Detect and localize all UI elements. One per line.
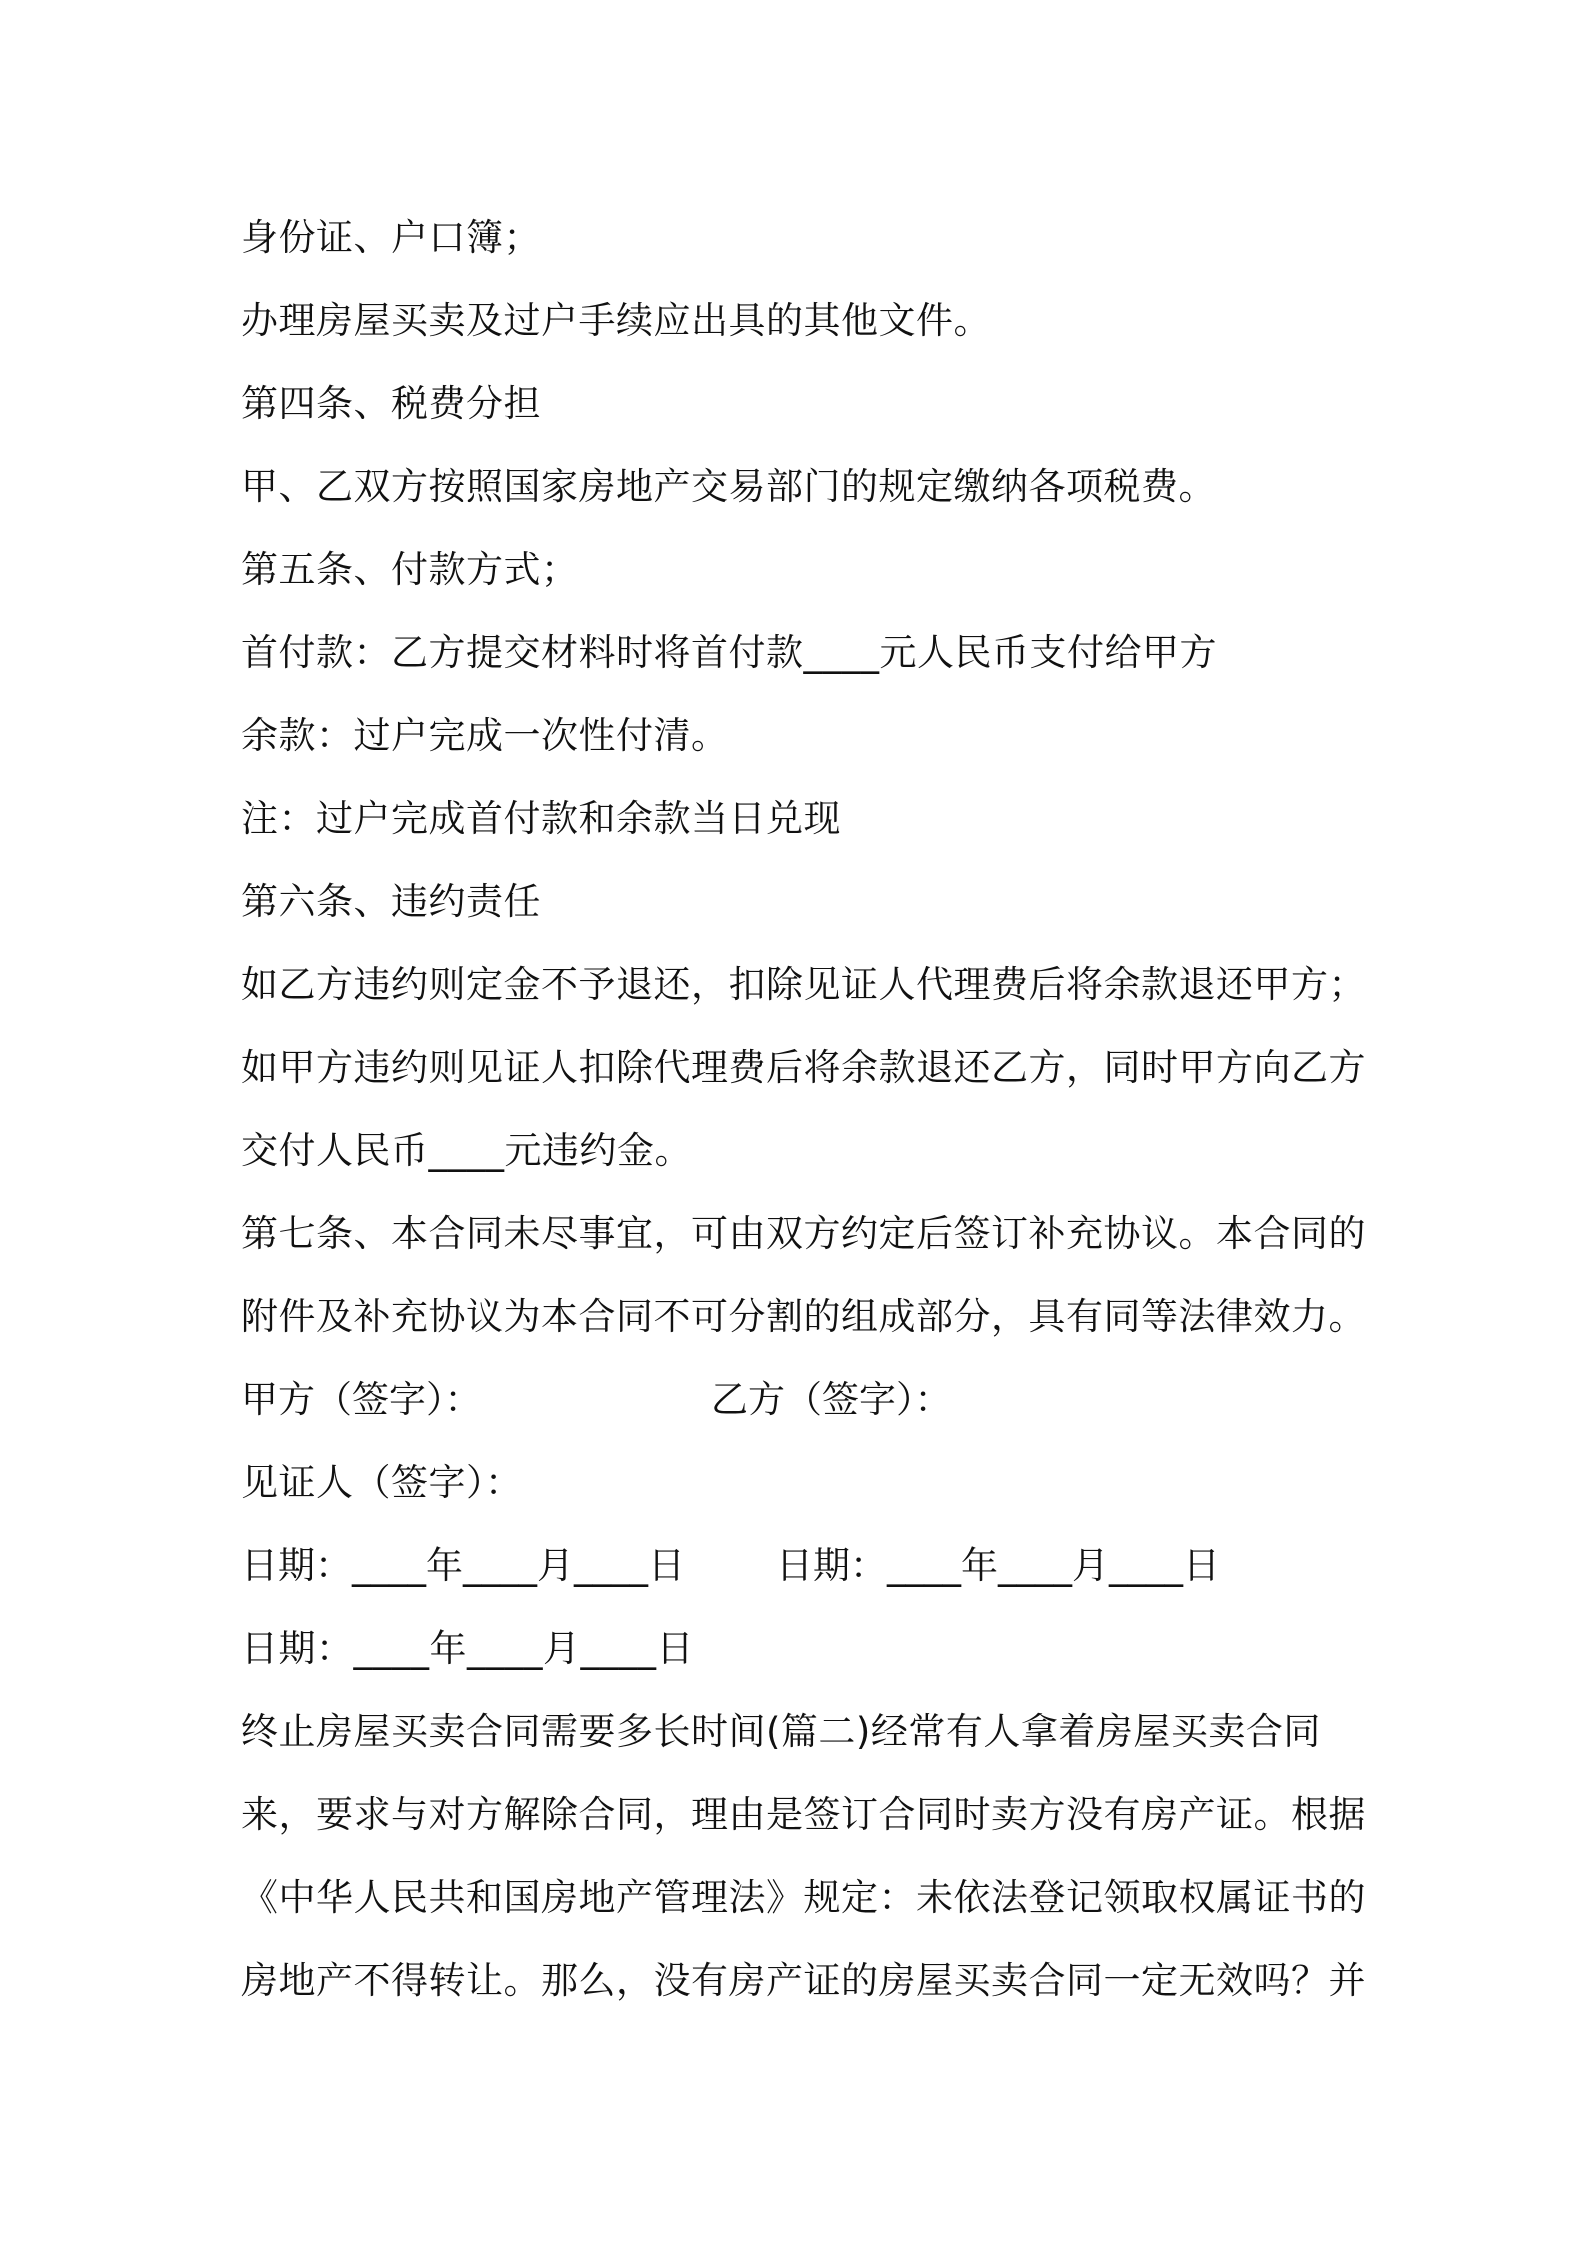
document-line: 办理房屋买卖及过户手续应出具的其他文件。 xyxy=(241,299,991,342)
document-line: 来，要求与对方解除合同，理由是签订合同时卖方没有房产证。根据 xyxy=(241,1793,1366,1836)
party-a-signature-label: 甲方（签字）： xyxy=(241,1378,482,1421)
document-line: 交付人民币____元违约金。 xyxy=(241,1129,692,1172)
date-field: 日期：____年____月____日 xyxy=(776,1544,1220,1587)
document-line: 如甲方违约则见证人扣除代理费后将余款退还乙方，同时甲方向乙方 xyxy=(241,1046,1366,1089)
document-line: 如乙方违约则定金不予退还，扣除见证人代理费后将余款退还甲方； xyxy=(241,963,1366,1006)
document-line: 首付款：乙方提交材料时将首付款____元人民币支付给甲方 xyxy=(241,631,1217,674)
party-b-signature-label: 乙方（签字）： xyxy=(711,1378,952,1421)
witness-signature-label: 见证人（签字）： xyxy=(241,1461,523,1504)
document-line: 房地产不得转让。那么，没有房产证的房屋买卖合同一定无效吗？并 xyxy=(241,1959,1366,2002)
document-line: 第七条、本合同未尽事宜，可由双方约定后签订补充协议。本合同的 xyxy=(241,1212,1366,1255)
signature-row xyxy=(241,1358,1361,1441)
date-field: 日期：____年____月____日 xyxy=(241,1544,685,1587)
document-line: 余款：过户完成一次性付清。 xyxy=(241,714,729,757)
date-field: 日期：____年____月____日 xyxy=(241,1627,694,1670)
document-line: 终止房屋买卖合同需要多长时间(篇二)经常有人拿着房屋买卖合同 xyxy=(241,1710,1321,1753)
document-body xyxy=(241,196,1366,2022)
date-row xyxy=(241,1524,1361,1607)
document-line: 《中华人民共和国房地产管理法》规定：未依法登记领取权属证书的 xyxy=(241,1876,1366,1919)
section-heading: 第四条、税费分担 xyxy=(241,382,541,425)
document-line: 附件及补充协议为本合同不可分割的组成部分，具有同等法律效力。 xyxy=(241,1295,1366,1338)
document-line: 身份证、户口簿； xyxy=(241,216,541,259)
section-heading: 第六条、违约责任 xyxy=(241,880,541,923)
section-heading: 第五条、付款方式； xyxy=(241,548,579,591)
document-line: 注：过户完成首付款和余款当日兑现 xyxy=(241,797,841,840)
document-line: 甲、乙双方按照国家房地产交易部门的规定缴纳各项税费。 xyxy=(241,465,1216,508)
